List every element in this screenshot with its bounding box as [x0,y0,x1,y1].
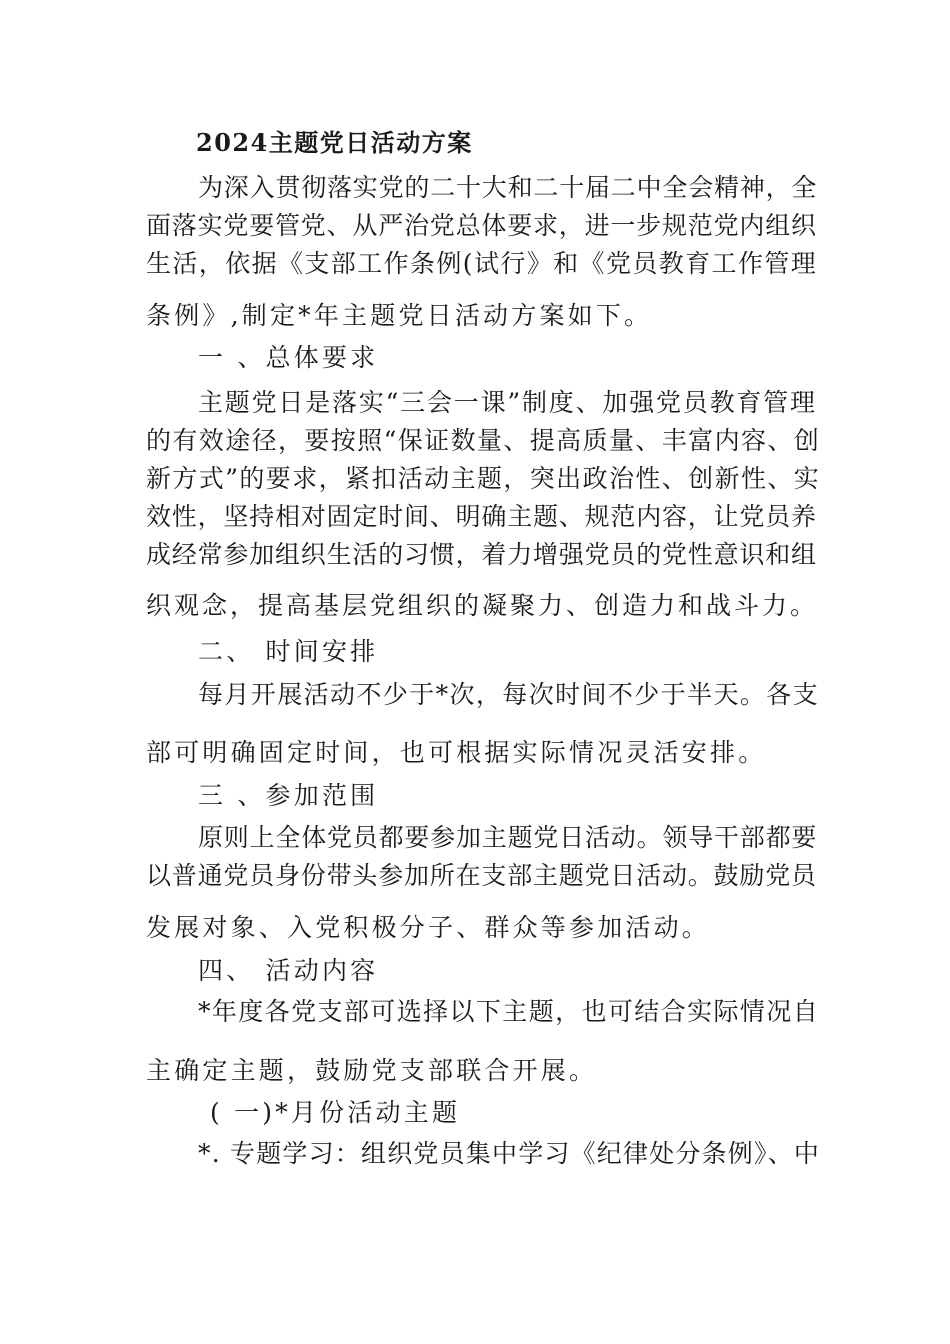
paragraph-line: *年度各党支部可选择以下主题，也可结合实际情况自 [198,997,820,1026]
paragraph-line: 成经常参加组织生活的习惯，着力增强党员的党性意识和组 [146,540,817,569]
paragraph-line: 每月开展活动不少于*次，每次时间不少于半天。各支 [198,680,820,709]
intro-line: 条例》,制定*年主题党日活动方案如下。 [146,301,653,330]
paragraph-line: 织观念，提高基层党组织的凝聚力、创造力和战斗力。 [146,591,819,620]
paragraph-line: 以普通党员身份带头参加所在支部主题党日活动。鼓励党员 [146,861,817,890]
paragraph-line: 发展对象、入党积极分子、群众等参加活动。 [146,913,711,942]
subsection-heading: ( 一)*月份活动主题 [210,1098,461,1127]
list-item: *. 专题学习：组织党员集中学习《纪律处分条例》、中 [198,1139,821,1168]
intro-line: 面落实党要管党、从严治党总体要求，进一步规范党内组织 [146,211,817,240]
section-heading-general-requirements: 一 、总体要求 [198,343,379,372]
document-title: 2024主题党日活动方案 [196,128,473,157]
paragraph-line: 效性，坚持相对固定时间、明确主题、规范内容，让党员养 [146,502,817,531]
paragraph-line: 新方式”的要求，紧扣活动主题，突出政治性、创新性、实 [146,464,821,493]
paragraph-line: 主题党日是落实“三会一课”制度、加强党员教育管理 [198,388,817,417]
intro-line: 为深入贯彻落实党的二十大和二十届二中全会精神，全 [198,173,818,202]
section-heading-participants: 三 、参加范围 [198,781,379,810]
paragraph-line: 主确定主题，鼓励党支部联合开展。 [146,1056,598,1085]
section-heading-schedule: 二、 时间安排 [198,637,379,666]
paragraph-line: 的有效途径，要按照“保证数量、提高质量、丰富内容、创 [146,426,821,455]
intro-line: 生活，依据《支部工作条例(试行》和《党员教育工作管理 [146,249,818,278]
section-heading-activities: 四、 活动内容 [198,956,379,985]
paragraph-line: 部可明确固定时间，也可根据实际情况灵活安排。 [146,738,767,767]
paragraph-line: 原则上全体党员都要参加主题党日活动。领导干部都要 [198,823,818,852]
